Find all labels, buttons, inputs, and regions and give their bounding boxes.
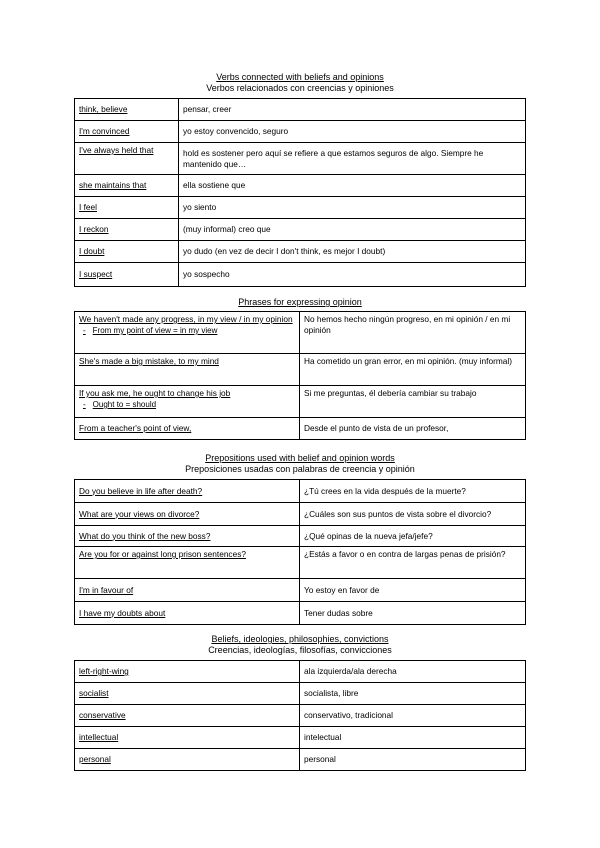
spanish-cell: ¿Tú crees en la vida después de la muerte?: [300, 480, 526, 503]
section-title: Prepositions used with belief and opinion words: [205, 453, 395, 463]
english-cell: I've always held that: [75, 143, 179, 175]
section-title: Phrases for expressing opinion: [238, 297, 362, 307]
english-cell: I'm convinced: [75, 121, 179, 143]
table-row: [75, 547, 526, 579]
section-1-heading: [0, 72, 600, 94]
english-cell: From a teacher's point of view,: [75, 418, 300, 440]
table-row: [75, 683, 526, 705]
table-row: [75, 503, 526, 526]
note-text: - Ought to = should: [79, 399, 295, 410]
english-cell: I feel: [75, 197, 179, 219]
english-text: We haven't made any progress, in my view / in my opinion: [79, 314, 293, 324]
english-cell: I'm in favour of: [75, 579, 300, 602]
spanish-cell: Tener dudas sobre: [300, 602, 526, 625]
english-text: If you ask me, he ought to change his job: [79, 388, 231, 398]
table-row: [75, 175, 526, 197]
table-row: [75, 219, 526, 241]
english-cell: Are you for or against long prison sentences?: [75, 547, 300, 579]
table-row: [75, 602, 526, 625]
table-row: [75, 197, 526, 219]
section-2-heading: [0, 297, 600, 308]
table-row: [75, 579, 526, 602]
english-cell: left-right-wing: [75, 661, 300, 683]
spanish-cell: Yo estoy en favor de: [300, 579, 526, 602]
english-cell: She's made a big mistake, to my mind: [75, 354, 300, 386]
spanish-cell: No hemos hecho ningún progreso, en mi opinión / en mi opinión: [300, 312, 526, 354]
spanish-cell: ¿Qué opinas de la nueva jefa/jefe?: [300, 526, 526, 547]
english-cell: I have my doubts about: [75, 602, 300, 625]
spanish-cell: conservativo, tradicional: [300, 705, 526, 727]
prepositions-table: [74, 479, 526, 625]
table-row: [75, 526, 526, 547]
table-row: [75, 661, 526, 683]
section-subtitle: Preposiciones usadas con palabras de creencia y opinión: [185, 464, 415, 474]
table-row: [75, 705, 526, 727]
table-row: [75, 263, 526, 287]
spanish-cell: socialista, libre: [300, 683, 526, 705]
section-title: Beliefs, ideologies, philosophies, convictions: [211, 634, 389, 644]
section-3-heading: [0, 453, 600, 475]
spanish-cell: yo dudo (en vez de decir I don't think, es mejor I doubt): [179, 241, 526, 263]
table-row: [75, 418, 526, 440]
english-cell: intellectual: [75, 727, 300, 749]
english-cell: I reckon: [75, 219, 179, 241]
table-row: [75, 241, 526, 263]
table-row: [75, 727, 526, 749]
spanish-cell: personal: [300, 749, 526, 771]
table-row: [75, 354, 526, 386]
beliefs-table: [74, 660, 526, 771]
section-subtitle: Creencias, ideologías, filosofías, convicciones: [208, 645, 392, 655]
table-row: [75, 480, 526, 503]
section-title: Verbs connected with beliefs and opinions: [216, 72, 384, 82]
english-cell: What do you think of the new boss?: [75, 526, 300, 547]
verbs-table: [74, 98, 526, 287]
table-row: [75, 99, 526, 121]
spanish-cell: Si me preguntas, él debería cambiar su trabajo: [300, 386, 526, 418]
english-cell: think, believe: [75, 99, 179, 121]
spanish-cell: hold es sostener pero aquí se refiere a que estamos seguros de algo. Siempre he mantenido que…: [179, 143, 526, 175]
spanish-cell: ¿Cuáles son sus puntos de vista sobre el divorcio?: [300, 503, 526, 526]
english-cell: socialist: [75, 683, 300, 705]
spanish-cell: yo sospecho: [179, 263, 526, 287]
english-cell: conservative: [75, 705, 300, 727]
spanish-cell: (muy informal) creo que: [179, 219, 526, 241]
english-cell: I doubt: [75, 241, 179, 263]
spanish-cell: intelectual: [300, 727, 526, 749]
table-row: [75, 749, 526, 771]
english-cell: personal: [75, 749, 300, 771]
table-row: [75, 121, 526, 143]
section-4-heading: [0, 634, 600, 656]
spanish-cell: yo siento: [179, 197, 526, 219]
spanish-cell: ala izquierda/ala derecha: [300, 661, 526, 683]
english-cell: Do you believe in life after death?: [75, 480, 300, 503]
english-cell: [75, 386, 300, 418]
spanish-cell: Ha cometido un gran error, en mi opinión. (muy informal): [300, 354, 526, 386]
spanish-cell: ella sostiene que: [179, 175, 526, 197]
section-subtitle: Verbos relacionados con creencias y opiniones: [206, 83, 394, 93]
note-text: - From my point of view = in my view: [79, 325, 295, 336]
english-cell: What are your views on divorce?: [75, 503, 300, 526]
english-cell: [75, 312, 300, 354]
table-row: [75, 312, 526, 354]
spanish-cell: Desde el punto de vista de un profesor,: [300, 418, 526, 440]
phrases-table: [74, 311, 526, 440]
table-row: [75, 386, 526, 418]
spanish-cell: ¿Estás a favor o en contra de largas penas de prisión?: [300, 547, 526, 579]
table-row: [75, 143, 526, 175]
spanish-cell: pensar, creer: [179, 99, 526, 121]
english-cell: she maintains that: [75, 175, 179, 197]
english-cell: I suspect: [75, 263, 179, 287]
spanish-cell: yo estoy convencido, seguro: [179, 121, 526, 143]
